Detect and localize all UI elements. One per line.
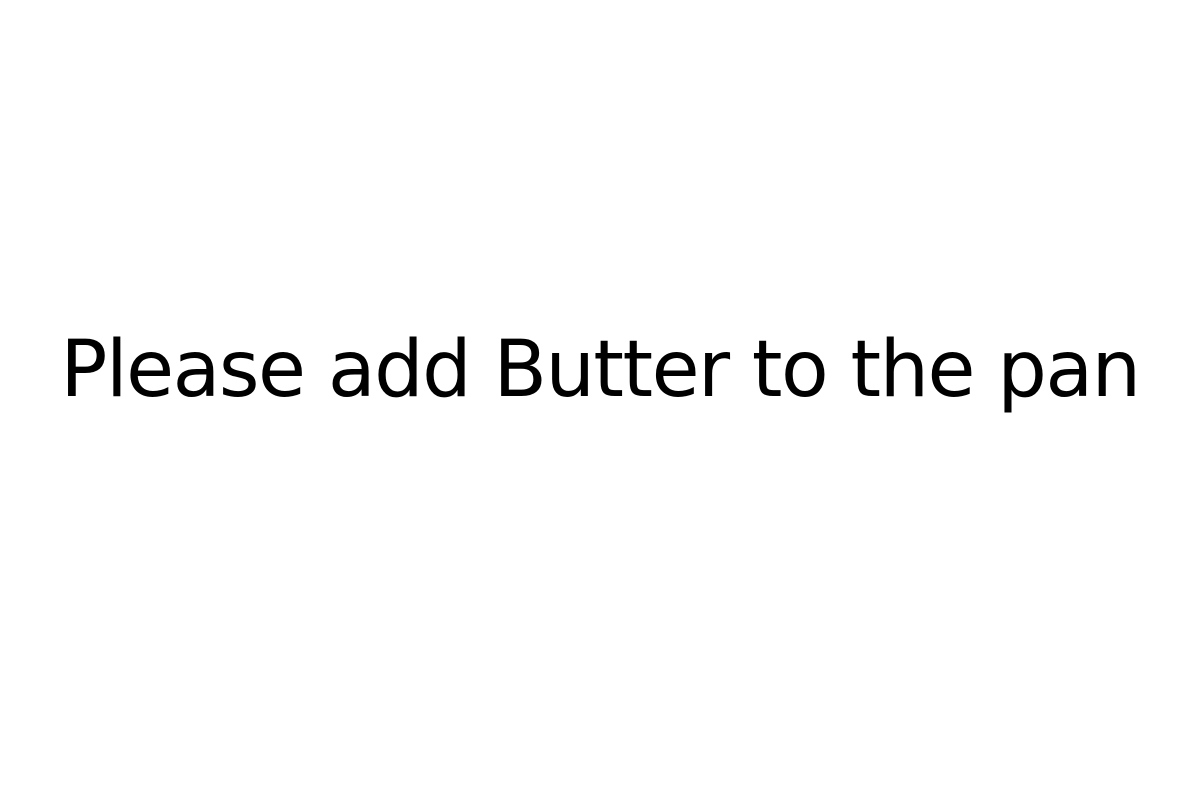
instruction-text: Please add Butter to the pan <box>60 325 1140 415</box>
